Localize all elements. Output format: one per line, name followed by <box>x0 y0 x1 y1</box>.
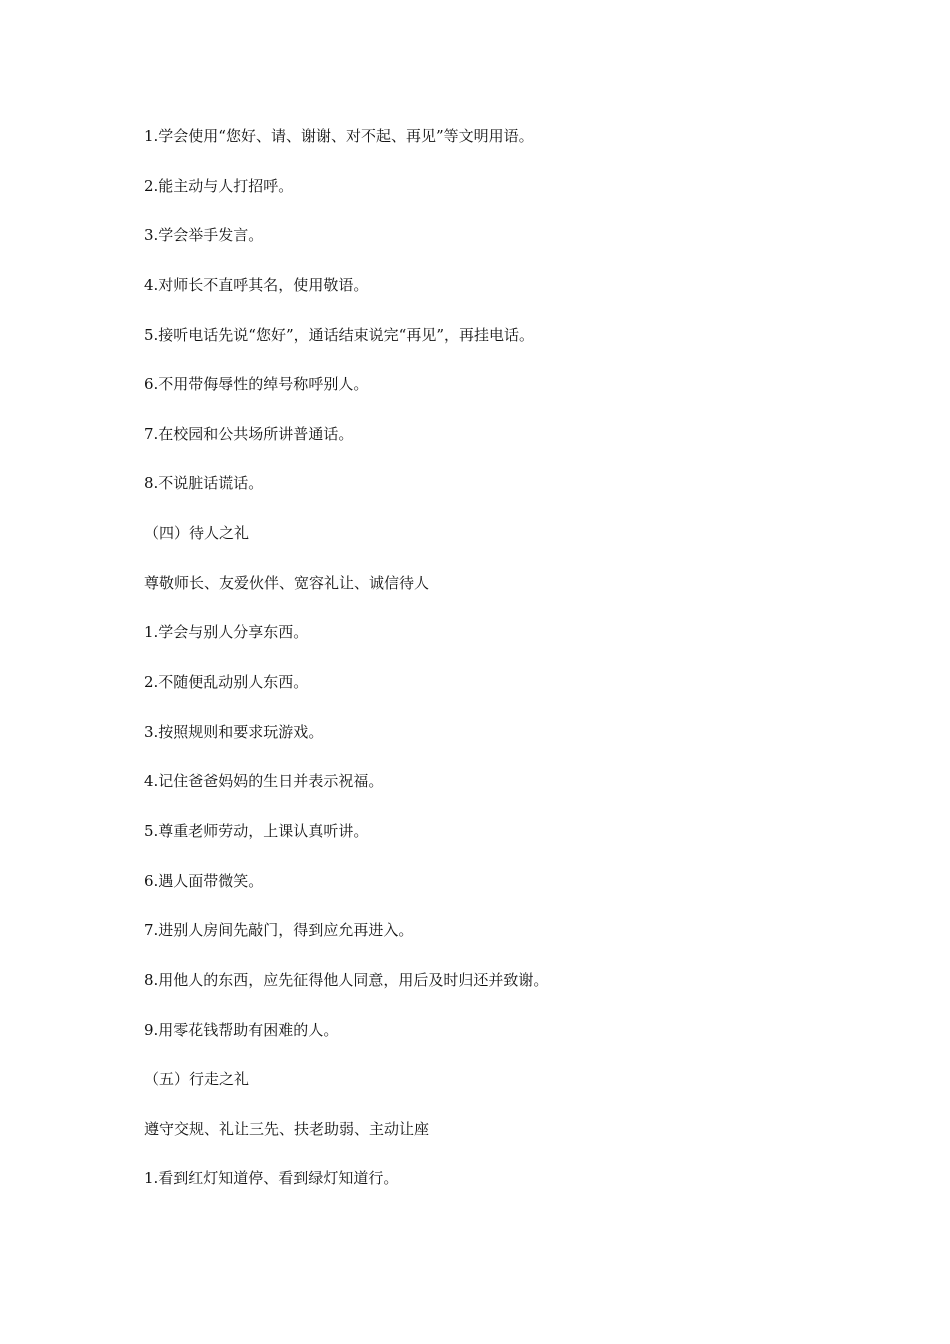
text-line: 6.遇人面带微笑。 <box>144 871 264 890</box>
document-body <box>144 120 824 1212</box>
text-line: 1.学会与别人分享东西。 <box>144 623 309 642</box>
section-heading: （五）行走之礼 <box>144 1070 250 1089</box>
text-line: 3.学会举手发言。 <box>144 226 264 245</box>
text-line: 8.用他人的东西，应先征得他人同意，用后及时归还并致谢。 <box>144 970 549 989</box>
text-line: 4.记住爸爸妈妈的生日并表示祝福。 <box>144 772 384 791</box>
text-line: 1.学会使用“您好、请、谢谢、对不起、再见”等文明用语。 <box>144 127 534 145</box>
text-line: 3.按照规则和要求玩游戏。 <box>144 722 324 741</box>
section-summary: 遵守交规、礼让三先、扶老助弱、主动让座 <box>144 1119 430 1138</box>
text-line: 1.看到红灯知道停、看到绿灯知道行。 <box>144 1169 399 1188</box>
text-line: 5.接听电话先说“您好”，通话结束说完“再见”，再挂电话。 <box>144 325 534 344</box>
section-summary: 尊敬师长、友爱伙伴、宽容礼让、诚信待人 <box>144 573 430 592</box>
text-line: 6.不用带侮辱性的绰号称呼别人。 <box>144 375 369 394</box>
text-line: 7.进别人房间先敲门，得到应允再进入。 <box>144 921 414 940</box>
section-heading: （四）待人之礼 <box>144 524 250 543</box>
text-line: 8.不说脏话谎话。 <box>144 474 264 493</box>
text-line: 7.在校园和公共场所讲普通话。 <box>144 424 354 443</box>
text-line: 4.对师长不直呼其名，使用敬语。 <box>144 275 369 294</box>
text-line: 5.尊重老师劳动，上课认真听讲。 <box>144 821 369 840</box>
text-line: 9.用零花钱帮助有困难的人。 <box>144 1020 339 1039</box>
text-line: 2.不随便乱动别人东西。 <box>144 673 309 692</box>
text-line: 2.能主动与人打招呼。 <box>144 176 294 195</box>
